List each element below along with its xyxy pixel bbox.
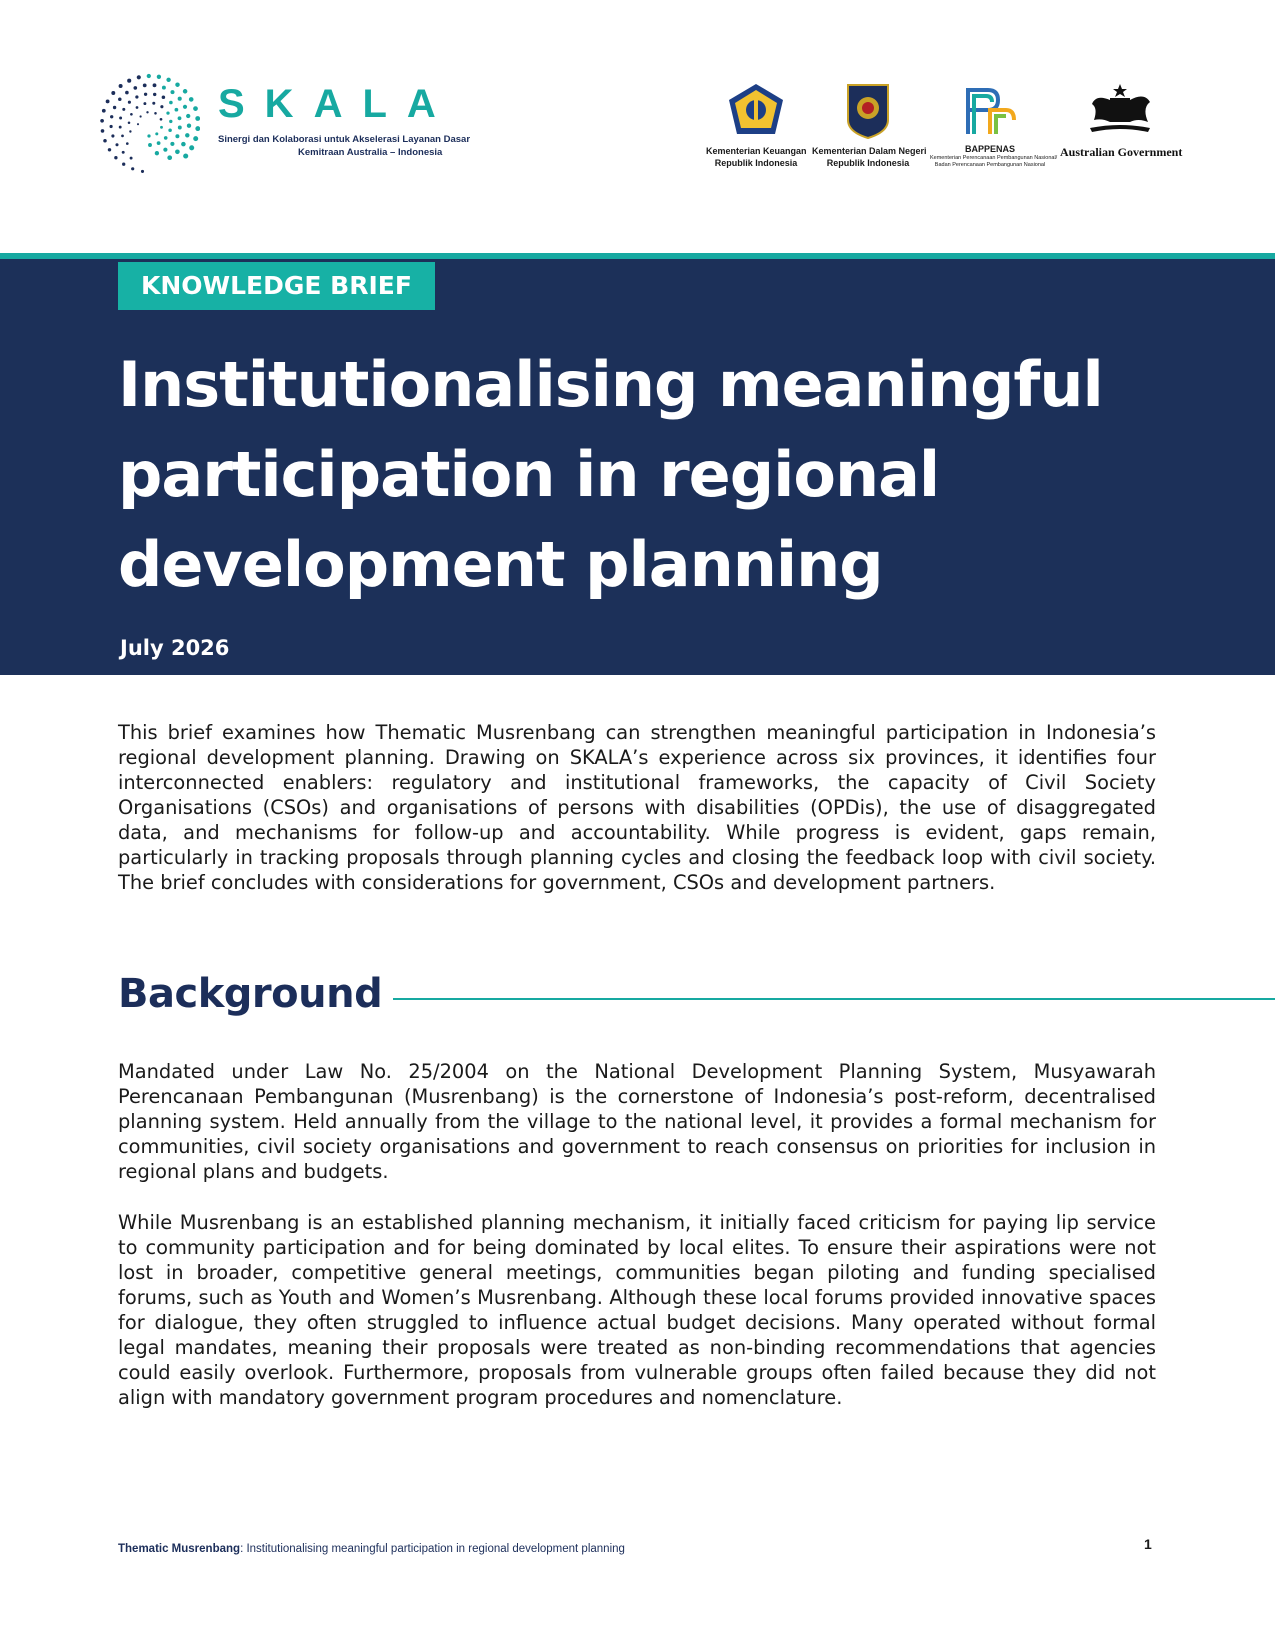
background-paragraph-1: Mandated under Law No. 25/2004 on the National Development Planning System, Musyawarah Perencanaan Pembangunan (Musrenbang) is the cornerstone of Indonesia’s post-reform, decentralised planning system. Held annually from the village to the national level, it provides a formal mechanism for communities, civil society organisations and government to reach consensus on priorities for inclusion in regional plans and budgets. <box>118 1060 1156 1183</box>
skala-tagline: Sinergi dan Kolaborasi untuk Akselerasi Layanan Dasar <box>218 134 471 145</box>
document-type-badge: KNOWLEDGE BRIEF <box>118 262 435 310</box>
partner-logo-kemenkeu <box>706 82 806 169</box>
page-number: 1 <box>1144 1536 1152 1552</box>
section-heading-background: Background <box>118 971 383 1017</box>
partner-logo-australian-government <box>1060 82 1183 160</box>
skala-logo <box>100 70 471 180</box>
bappenas-logo-icon <box>960 82 1020 138</box>
partner-logo-kemendagri <box>812 82 927 169</box>
footer-title-bold: Thematic Musrenbang <box>118 1543 241 1555</box>
partner-kemendagri-line2: Republik Indonesia <box>826 158 910 168</box>
partner-bappenas-line3: Badan Perencanaan Pembangunan Nasional <box>934 162 1046 168</box>
page-footer <box>118 1543 625 1555</box>
intro-paragraph: This brief examines how Thematic Musrenbang can strengthen meaningful participation in Indonesia’s regional development planning. Drawing on SKALA’s experience across six provinces, it identifies four interconnected enablers: regulatory and institutional frameworks, the capacity of Civil Society Organisations (CSOs) and organisations of persons with disabilities (OPDis), the use of disaggregated data, and mechanisms for follow-up and accountability. While progress is evident, gaps remain, particularly in tracking proposals through planning cycles and closing the feedback loop with civil society. The brief concludes with considerations for government, CSOs and development partners. <box>118 721 1156 894</box>
partner-bappenas-name: BAPPENAS <box>964 144 1015 154</box>
partner-ausgov-name: Australian Government <box>1060 145 1183 159</box>
australian-coat-of-arms-icon <box>1080 82 1160 140</box>
publication-date: July 2026 <box>120 636 230 660</box>
partner-kemendagri-line1: Kementerian Dalam Negeri <box>812 146 927 156</box>
kemendagri-emblem-icon <box>845 82 891 140</box>
skala-subtagline: Kemitraan Australia – Indonesia <box>298 147 443 158</box>
document-title: Institutionalising meaningful participation in regional development planning <box>118 348 1103 601</box>
section-heading-rule <box>393 998 1275 1000</box>
skala-dotted-swirl-icon <box>100 70 200 178</box>
kemenkeu-emblem-icon <box>725 82 787 140</box>
partner-kemenkeu-line2: Republik Indonesia <box>714 158 798 168</box>
skala-wordmark: SKALA <box>218 82 456 126</box>
partner-bappenas-line2: Kementerian Perencanaan Pembangunan Nasional/ <box>930 155 1058 161</box>
background-paragraph-2: While Musrenbang is an established planning mechanism, it initially faced criticism for paying lip service to community participation and for being dominated by local elites. To ensure their aspirations were not lost in broader, competitive general meetings, communities began piloting and funding specialised forums, such as Youth and Women’s Musrenbang. Although these local forums provided innovative spaces for dialogue, they often struggled to influence actual budget decisions. Many operated without formal legal mandates, meaning their proposals were treated as non-binding recommendations that agencies could easily overlook. Furthermore, proposals from vulnerable groups often failed because they did not align with mandatory government program procedures and nomenclature. <box>118 1211 1156 1409</box>
partner-logo-bappenas <box>930 82 1058 169</box>
footer-title-rest: : Institutionalising meaningful participation in regional development planning <box>240 1543 625 1555</box>
partner-kemenkeu-line1: Kementerian Keuangan <box>706 146 807 156</box>
